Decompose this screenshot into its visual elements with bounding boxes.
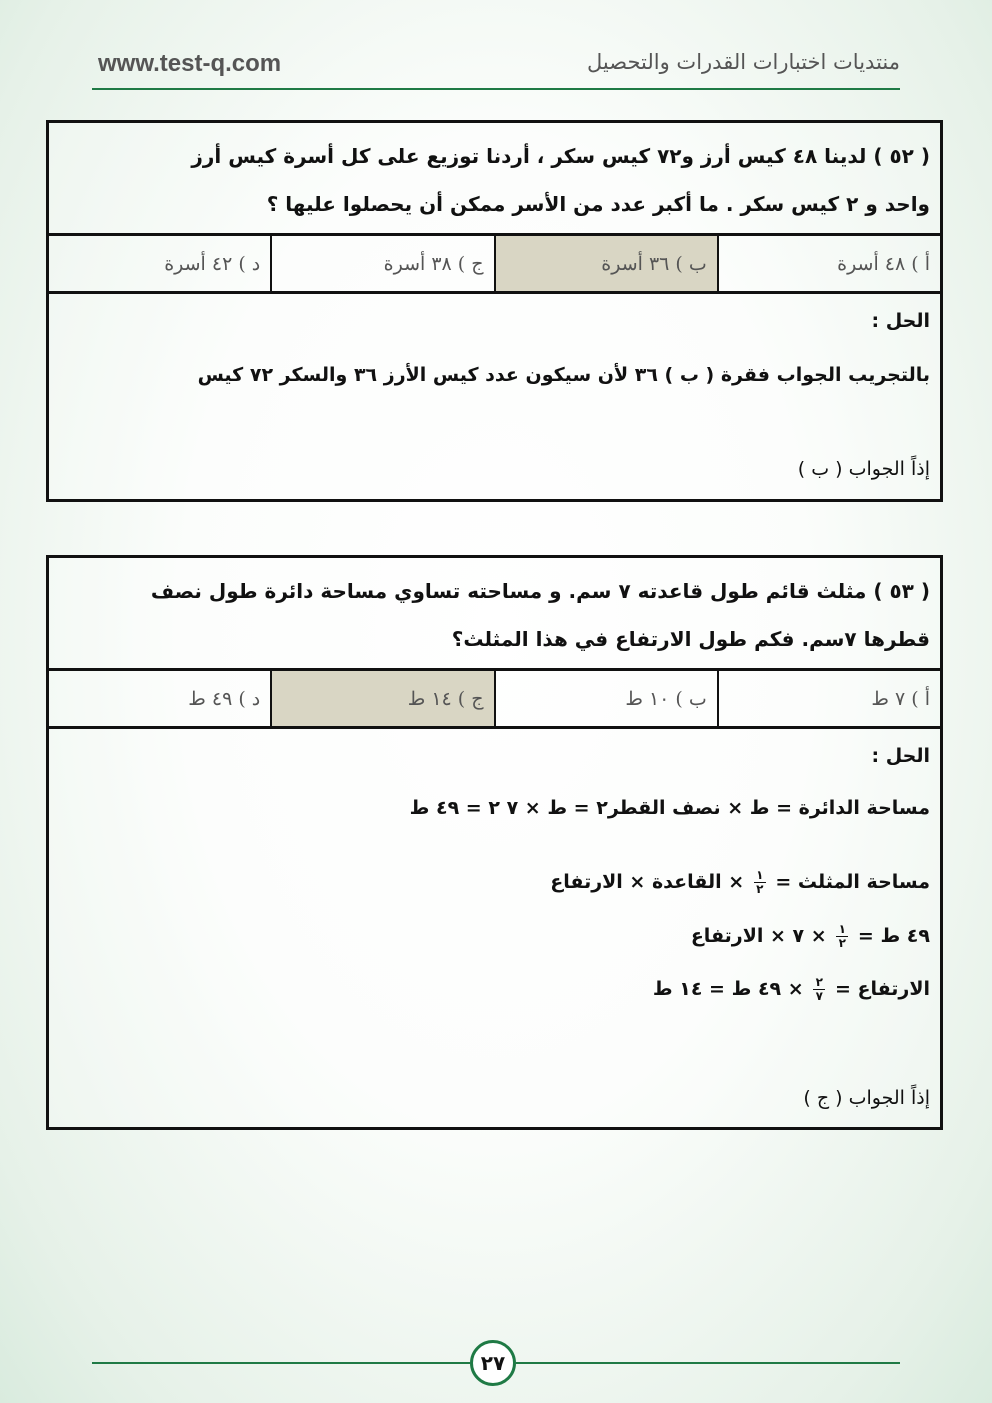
solution-label: الحل : [871, 310, 930, 332]
question-52-choices [49, 236, 940, 294]
frac-num: ٢ [815, 975, 823, 989]
question-53-line-2: قطرها ٧سم. فكم طول الارتفاع في هذا المثلث؟ [451, 627, 930, 651]
step-3-right: × ٧ × الارتفاع [690, 925, 827, 947]
footer-divider-right [516, 1362, 900, 1364]
fraction-half [754, 869, 766, 896]
choice-a[interactable]: أ ) ٧ ط [717, 671, 940, 726]
solution-label: الحل : [871, 745, 930, 767]
fraction-half [836, 923, 848, 950]
answer-line: إذاً الجواب ( ج ) [803, 1087, 930, 1109]
question-52-solution [49, 294, 940, 518]
solution-step-2 [550, 869, 930, 896]
step-4-left: الارتفاع = [834, 978, 930, 1000]
solution-step-3 [691, 923, 930, 950]
step-2-right: × القاعدة × الارتفاع [550, 871, 745, 893]
solution-line: بالتجريب الجواب فقرة ( ب ) ٣٦ لأن سيكون عدد كيس الأرز ٣٦ والسكر ٧٢ كيس [197, 364, 930, 386]
page-number: ٢٧ [470, 1340, 516, 1386]
frac-den: ٧ [815, 989, 823, 1003]
header-divider [92, 88, 900, 90]
choice-d[interactable]: د ) ٤٢ أسرة [164, 252, 261, 275]
frac-num: ١ [838, 922, 846, 936]
choice-b[interactable]: ب ) ١٠ ط [494, 671, 717, 726]
fraction-two-sevenths [813, 976, 825, 1003]
answer-line: إذاً الجواب ( ب ) [797, 458, 930, 480]
step-2-left: مساحة المثلث = [775, 871, 930, 893]
frac-num: ١ [756, 868, 764, 882]
step-3-left: ٤٩ ط = [857, 925, 930, 947]
step-4-right: × ٤٩ ط = ١٤ ط [652, 978, 804, 1000]
question-52-box [46, 120, 943, 502]
question-53-box [46, 555, 943, 1130]
frac-den: ٢ [838, 936, 846, 950]
site-url[interactable]: www.test-q.com [98, 50, 282, 77]
choice-d[interactable]: د ) ٤٩ ط [188, 687, 261, 710]
choice-c[interactable]: ج ) ١٤ ط [270, 671, 493, 726]
footer-divider-left [92, 1362, 470, 1364]
question-53-solution [49, 729, 940, 1153]
question-52-text [49, 123, 940, 236]
solution-step-1: مساحة الدائرة = ط × نصف القطر٢ = ط × ٧ ٢ = ٤٩ ط [409, 797, 930, 819]
choice-a[interactable]: أ ) ٤٨ أسرة [717, 236, 940, 291]
page-header [92, 46, 900, 88]
question-52-line-1: ( ٥٢ ) لدينا ٤٨ كيس أرز و٧٢ كيس سكر ، أردنا توزيع على كل أسرة كيس أرز [191, 144, 930, 168]
question-53-line-1: ( ٥٣ ) مثلث قائم طول قاعدته ٧ سم. و مساحته تساوي مساحة دائرة طول نصف [150, 579, 930, 603]
solution-step-4 [653, 976, 930, 1003]
choice-c[interactable]: ج ) ٣٨ أسرة [270, 236, 493, 291]
forum-title: منتديات اختبارات القدرات والتحصيل [587, 50, 900, 74]
frac-den: ٢ [756, 882, 764, 896]
question-53-text [49, 558, 940, 671]
question-52-line-2: واحد و ٢ كيس سكر . ما أكبر عدد من الأسر ممكن أن يحصلوا عليها ؟ [266, 192, 930, 216]
choice-b[interactable]: ب ) ٣٦ أسرة [494, 236, 717, 291]
question-53-choices [49, 671, 940, 729]
